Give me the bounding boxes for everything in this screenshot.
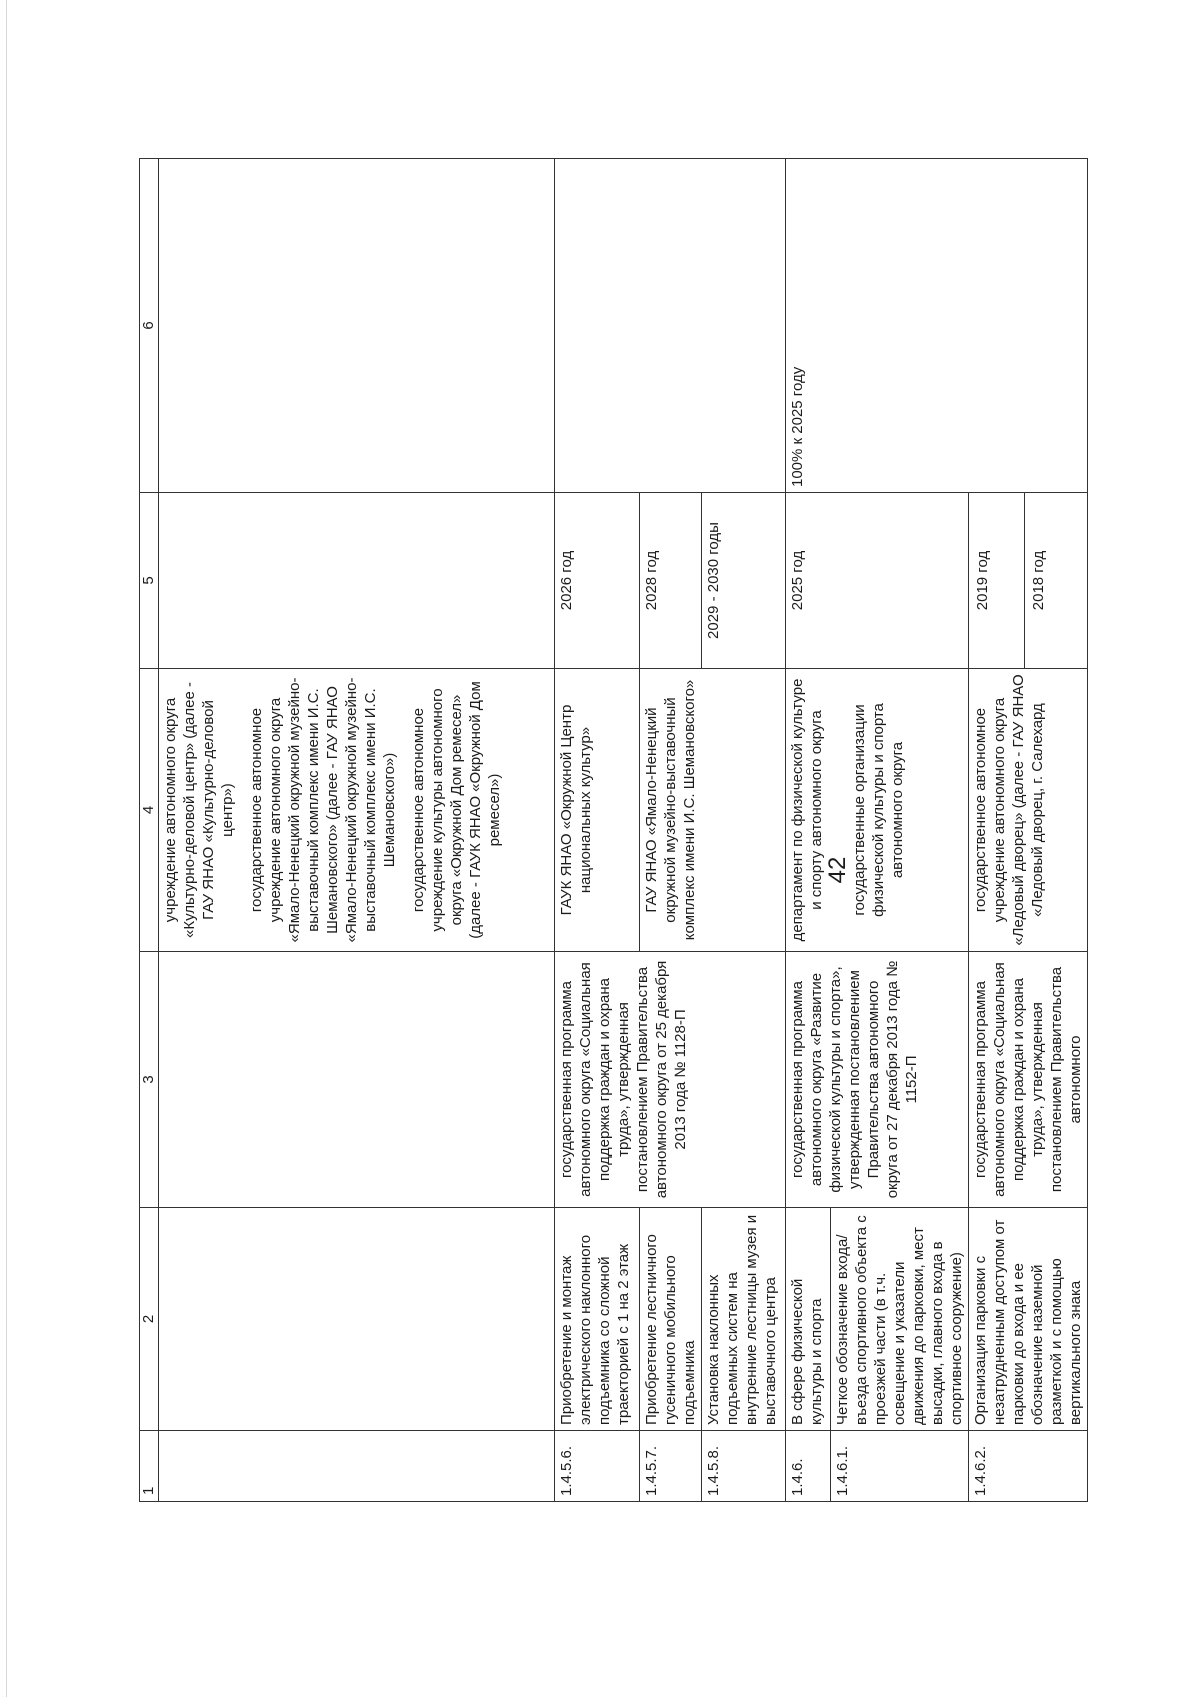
header-row [140,159,159,1502]
table-row-1-4-5-6 [555,159,640,1502]
header-col-3: 3 [140,952,159,1208]
row-number: 1.4.5.7. [640,1431,702,1502]
spacer [838,674,850,946]
row-deadline: 2028 год [640,493,702,669]
row-deadline: 2025 год [786,493,969,669]
rotated-table-wrapper [139,159,1161,1502]
row-measure: Организация парковки с незатрудненным доступом от парковки до входа и ее обозначение наземной разметкой и с помощью вертикального знака [969,1208,1088,1431]
row-executor: ГАУК ЯНАО «Окружной Центр национальных культур» [555,669,640,952]
table-row-1-4-6 [786,159,831,1502]
row-measure: Установка наклонных подъемных систем на внутренние лестницы музея и выставочного центра [702,1208,786,1431]
row-executors [786,669,969,952]
row-executor-2: государственные организации физической культуры и спорта автономного округа [851,703,906,917]
header-col-2: 2 [140,1208,159,1431]
cont-executor-2: государственное автономное учреждение автономного округа «Ямало-Ненецкий окружной музейно-выставочный комплекс имени И.С. Шемановского» (далее - ГАУ ЯНАО «Ямало-Ненецкий окружной музейно-выставочный комплекс имени И.С. Шемановского») [248,677,398,943]
cont-executor-3: государственное автономное учреждение культуры автономного округа «Окружной Дом ремесел» (далее - ГАУК ЯНАО «Окружной Дом ремесел») [410,681,503,939]
row-executor-1: департамент по физической культуре и спорту автономного округа [789,678,825,942]
row-deadlines [969,493,1088,669]
row-deadline: 2029 - 2030 годы [702,493,786,669]
row-number: 1.4.5.8. [702,1431,786,1502]
row-measure: В сфере физической культуры и спорта [786,1208,831,1431]
cont-executor-1: учреждение автономного округа «Культурно-деловой центр» (далее - ГАУ ЯНАО «Культурно-деловой центр») [162,682,236,938]
row-number: 1.4.5.6. [555,1431,640,1502]
cont-num [159,1431,555,1502]
cont-measure [159,1208,555,1431]
header-col-6: 6 [140,159,159,493]
row-result [555,159,786,493]
row-measure: Приобретение и монтаж электрического наклонного подъемника со сложной траекторией с 1 на 2 этаж [555,1208,640,1431]
spacer [399,674,409,946]
row-deadline: 2026 год [555,493,640,669]
cont-deadline [159,493,555,669]
cont-executors [159,669,555,952]
cont-result [159,159,555,493]
header-col-1: 1 [140,1431,159,1502]
continuation-row [159,159,555,1502]
row-deadline-2: 2018 год [1030,550,1047,611]
row-number: 1.4.6.1. [831,1431,969,1502]
row-program: государственная программа автономного округа «Социальная поддержка граждан и охрана труда», утвержденная постановлением Правительства автономного округа от 25 декабря 2013 года № 1128-П [555,952,786,1208]
header-col-5: 5 [140,493,159,669]
row-number: 1.4.6. [786,1431,831,1502]
page-number: 42 [824,856,851,884]
measures-table [139,158,1088,1502]
scan-edge [6,0,7,1697]
row-measure: Приобретение лестничного гусеничного мобильного подъемника [640,1208,702,1431]
row-measure: Четкое обозначение входа/въезда спортивного объекта с проезжей части (в т.ч. освещение и указатели движения до парковки, мест высадки, главного входа в спортивное сооружение) [831,1208,969,1431]
header-col-4: 4 [140,669,159,952]
row-number: 1.4.6.2. [969,1431,1088,1502]
cont-program [159,952,555,1208]
row-executor: ГАУ ЯНАО «Ямало-Ненецкий окружной музейно-выставочный комплекс имени И.С. Шемановского» [640,669,786,952]
row-program: государственная программа автономного округа «Социальная поддержка граждан и охрана труда», утвержденная постановлением Правительства автономного [969,952,1088,1208]
spacer [826,674,838,946]
row-result: 100% к 2025 году [786,159,1088,493]
row-deadline-1: 2019 год [969,493,1025,668]
row-program: государственная программа автономного округа «Развитие физической культуры и спорта», утвержденная постановлением Правительства автономного округа от 27 декабря 2013 года № 1152-П [786,952,969,1208]
row-executor: государственное автономное учреждение автономного округа «Ледовый дворец» (далее - ГАУ ЯНАО «Ледовый дворец, г. Салехард [969,669,1088,952]
spacer [237,674,247,946]
